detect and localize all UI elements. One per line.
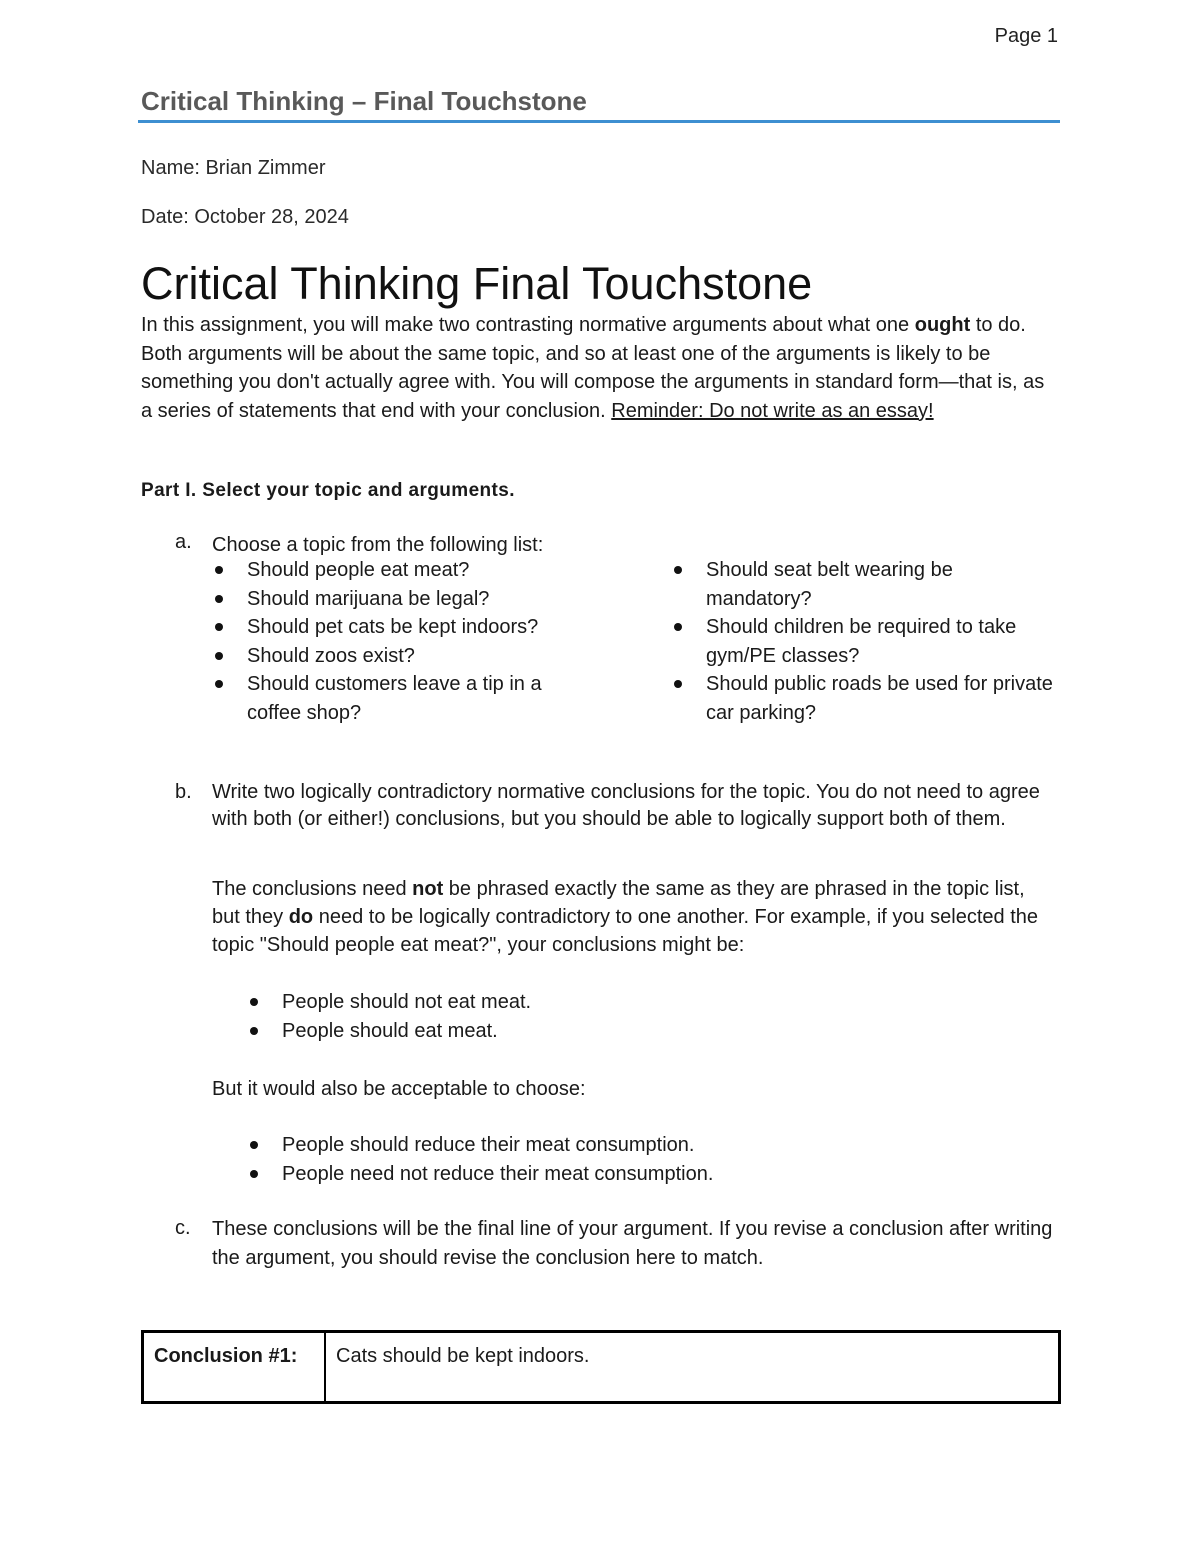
item-a-letter: a.	[175, 531, 192, 553]
bullet-icon	[250, 1027, 258, 1035]
list-item: People need not reduce their meat consumption.	[247, 1160, 847, 1189]
list-item: Should customers leave a tip in a coffee shop?	[212, 670, 552, 727]
bullet-icon	[674, 680, 682, 688]
topic-list-right	[671, 556, 1061, 728]
conclusion-label: Conclusion #1:	[144, 1333, 326, 1401]
bullet-icon	[250, 998, 258, 1006]
topic-list-left	[212, 556, 552, 728]
example-list-2	[247, 1131, 847, 1188]
list-item: Should people eat meat?	[212, 556, 552, 585]
bullet-icon	[215, 652, 223, 660]
bullet-icon	[215, 566, 223, 574]
list-item: People should not eat meat.	[247, 988, 847, 1017]
list-item: Should seat belt wearing be mandatory?	[671, 556, 1061, 613]
item-c-text: These conclusions will be the final line of your argument. If you revise a conclusion after writing the argument, you should revise the conclusion here to match.	[212, 1218, 1053, 1269]
header-title: Critical Thinking – Final Touchstone	[141, 86, 587, 116]
part1-heading: Part I. Select your topic and arguments.	[141, 480, 515, 501]
item-c-letter: c.	[175, 1217, 191, 1239]
name-line[interactable]: Name: Brian Zimmer	[141, 157, 326, 179]
bullet-icon	[215, 623, 223, 631]
bullet-icon	[250, 1170, 258, 1178]
list-item: Should children be required to take gym/PE classes?	[671, 613, 1061, 670]
conclusion-table	[141, 1330, 1061, 1404]
bullet-icon	[674, 623, 682, 631]
item-a-text: Choose a topic from the following list:	[212, 534, 544, 556]
also-acceptable-text: But it would also be acceptable to choose:	[212, 1078, 586, 1100]
bullet-icon	[250, 1141, 258, 1149]
list-item: People should reduce their meat consumption.	[247, 1131, 847, 1160]
item-b-text: Write two logically contradictory normative conclusions for the topic. You do not need to agree with both (or either!) conclusions, but you should be able to logically support both of them.	[212, 781, 1040, 830]
list-item: Should public roads be used for private car parking?	[671, 670, 1061, 727]
page-number: Page 1	[994, 25, 1058, 47]
header-rule	[138, 120, 1060, 123]
list-item: Should zoos exist?	[212, 642, 552, 671]
item-b-letter: b.	[175, 781, 192, 803]
bullet-icon	[674, 566, 682, 574]
list-item: People should eat meat.	[247, 1017, 847, 1046]
list-item: Should pet cats be kept indoors?	[212, 613, 552, 642]
example-list-1	[247, 988, 847, 1045]
item-b-paragraph2: The conclusions need not be phrased exactly the same as they are phrased in the topic list, but they do need to be logically contradictory to one another. For example, if you selected the topic "Should people eat meat?", your conclusions might be:	[212, 878, 1039, 957]
conclusion-value-cell[interactable]: Cats should be kept indoors.	[336, 1345, 590, 1367]
intro-paragraph: In this assignment, you will make two contrasting normative arguments about what one ought to do. Both arguments will be about the same topic, and so at least one of the arguments is likely to be something you don't actually agree with. You will compose the arguments in standard form—that is, as a series of statements that end with your conclusion. Reminder: Do not write as an essay!	[141, 314, 1045, 422]
reminder-text: Reminder: Do not write as an essay!	[611, 399, 934, 422]
date-line[interactable]: Date: October 28, 2024	[141, 206, 349, 228]
document-heading: Critical Thinking Final Touchstone	[141, 258, 813, 309]
bullet-icon	[215, 680, 223, 688]
bullet-icon	[215, 595, 223, 603]
list-item: Should marijuana be legal?	[212, 585, 552, 614]
